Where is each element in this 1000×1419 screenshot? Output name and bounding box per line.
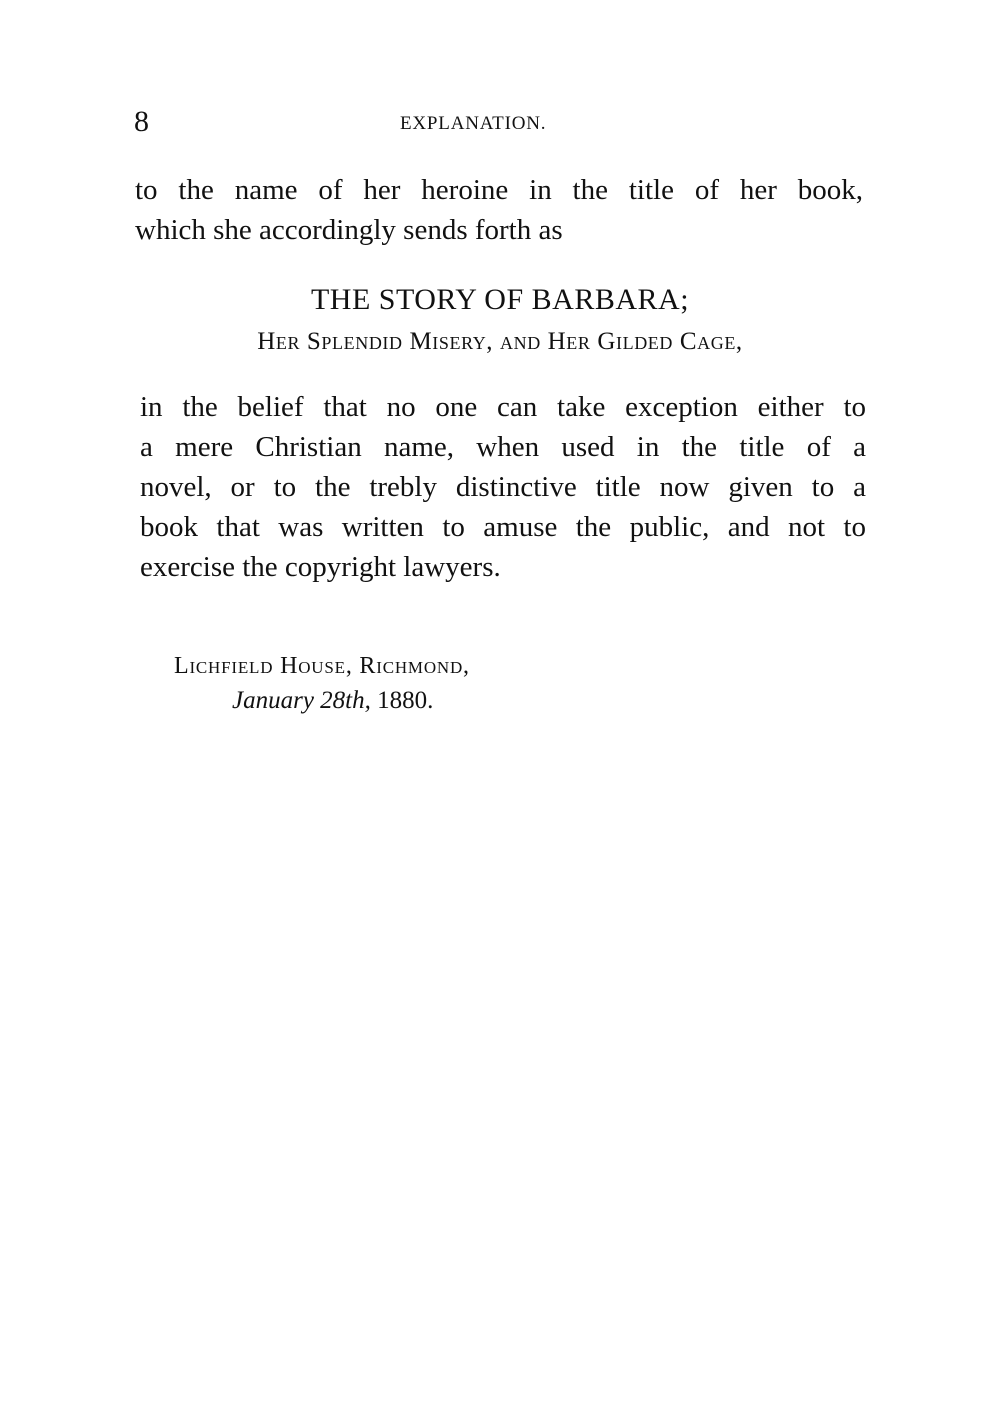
paragraph-intro [135, 170, 863, 250]
signature-date [232, 686, 433, 716]
paragraph-line: book that was written to amuse the public, and not to [140, 511, 866, 543]
paragraph-line: novel, or to the trebly distinctive title now given to a [140, 471, 866, 503]
page-number: 8 [134, 105, 149, 138]
paragraph-line: in the belief that no one can take exception either to [140, 391, 866, 423]
signature-date-month-day: January 28th, [232, 687, 371, 714]
book-subtitle: Her Splendid Misery, and Her Gilded Cage, [257, 328, 743, 355]
paragraph-line: exercise the copyright lawyers. [140, 551, 501, 583]
book-title: THE STORY OF BARBARA; [310, 283, 690, 316]
signature-date-year: 1880. [377, 687, 434, 714]
paragraph-line: a mere Christian name, when used in the title of a [140, 431, 866, 463]
signature-place: Lichfield House, Richmond, [174, 653, 470, 679]
paragraph-body [140, 387, 866, 587]
running-head: EXPLANATION. [400, 113, 547, 134]
paragraph-line: to the name of her heroine in the title of her book, [135, 174, 863, 206]
paragraph-line: which she accordingly sends forth as [135, 214, 563, 246]
